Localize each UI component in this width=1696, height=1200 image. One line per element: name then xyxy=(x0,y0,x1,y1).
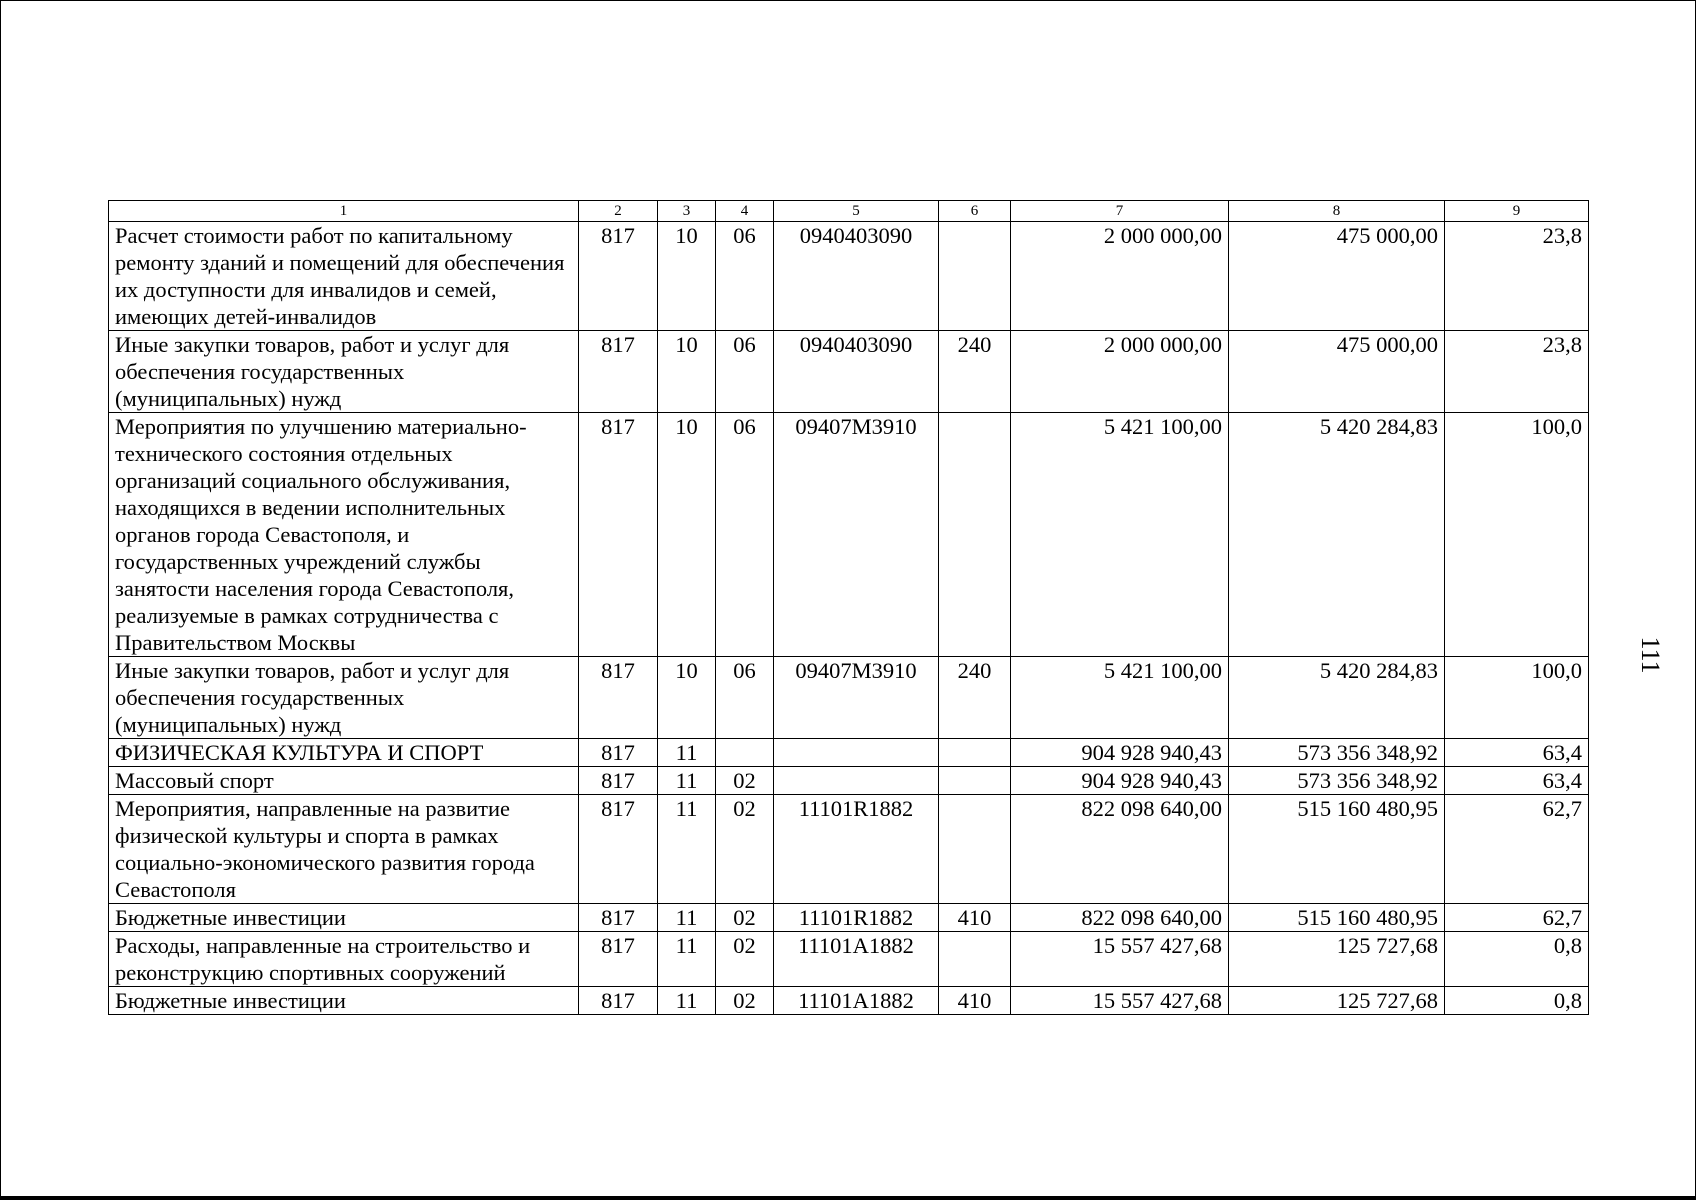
row-plan: 904 928 940,43 xyxy=(1011,739,1229,767)
table-row xyxy=(109,987,1589,1015)
row-rz: 11 xyxy=(658,932,716,987)
row-plan: 15 557 427,68 xyxy=(1011,932,1229,987)
row-pct: 100,0 xyxy=(1445,657,1589,739)
row-pr xyxy=(716,739,774,767)
row-rz: 11 xyxy=(658,767,716,795)
row-ved: 817 xyxy=(579,795,658,904)
row-pr: 02 xyxy=(716,767,774,795)
row-name: Расчет стоимости работ по капитальному ремонту зданий и помещений для обеспечения их доступности для инвалидов и семей, имеющих детей-инвалидов xyxy=(109,222,579,331)
row-pct: 0,8 xyxy=(1445,932,1589,987)
row-fact: 515 160 480,95 xyxy=(1229,795,1445,904)
row-vr: 410 xyxy=(939,987,1011,1015)
row-ved: 817 xyxy=(579,657,658,739)
row-plan: 2 000 000,00 xyxy=(1011,331,1229,413)
table-row xyxy=(109,331,1589,413)
row-name: Мероприятия, направленные на развитие физической культуры и спорта в рамках социально-экономического развития города Севастополя xyxy=(109,795,579,904)
row-pr: 02 xyxy=(716,795,774,904)
row-vr xyxy=(939,932,1011,987)
row-plan: 822 098 640,00 xyxy=(1011,795,1229,904)
row-vr: 240 xyxy=(939,331,1011,413)
row-pct: 23,8 xyxy=(1445,331,1589,413)
row-rz: 11 xyxy=(658,795,716,904)
row-plan: 2 000 000,00 xyxy=(1011,222,1229,331)
row-plan: 904 928 940,43 xyxy=(1011,767,1229,795)
row-pr: 06 xyxy=(716,657,774,739)
header-cell: 9 xyxy=(1445,201,1589,222)
table-row xyxy=(109,739,1589,767)
row-rz: 11 xyxy=(658,904,716,932)
header-cell: 6 xyxy=(939,201,1011,222)
row-name: Расходы, направленные на строительство и реконструкцию спортивных сооружений xyxy=(109,932,579,987)
row-vr xyxy=(939,767,1011,795)
row-ved: 817 xyxy=(579,331,658,413)
row-name: Бюджетные инвестиции xyxy=(109,987,579,1015)
header-cell: 3 xyxy=(658,201,716,222)
row-fact: 515 160 480,95 xyxy=(1229,904,1445,932)
row-name: ФИЗИЧЕСКАЯ КУЛЬТУРА И СПОРТ xyxy=(109,739,579,767)
row-csr: 11101А1882 xyxy=(774,932,939,987)
row-vr xyxy=(939,413,1011,657)
row-csr: 11101А1882 xyxy=(774,987,939,1015)
row-rz: 10 xyxy=(658,657,716,739)
row-ved: 817 xyxy=(579,932,658,987)
row-name: Иные закупки товаров, работ и услуг для обеспечения государственных (муниципальных) нужд xyxy=(109,657,579,739)
row-pct: 62,7 xyxy=(1445,795,1589,904)
row-ved: 817 xyxy=(579,413,658,657)
row-ved: 817 xyxy=(579,222,658,331)
scan-bottom-edge xyxy=(0,1196,1696,1200)
table-row xyxy=(109,657,1589,739)
header-cell: 7 xyxy=(1011,201,1229,222)
row-pct: 63,4 xyxy=(1445,767,1589,795)
row-fact: 5 420 284,83 xyxy=(1229,413,1445,657)
header-row xyxy=(109,201,1589,222)
row-fact: 573 356 348,92 xyxy=(1229,767,1445,795)
header-cell: 4 xyxy=(716,201,774,222)
row-csr: 0940403090 xyxy=(774,222,939,331)
row-plan: 5 421 100,00 xyxy=(1011,657,1229,739)
row-rz: 10 xyxy=(658,222,716,331)
table-row xyxy=(109,932,1589,987)
row-plan: 5 421 100,00 xyxy=(1011,413,1229,657)
row-pr: 06 xyxy=(716,413,774,657)
row-name: Иные закупки товаров, работ и услуг для обеспечения государственных (муниципальных) нужд xyxy=(109,331,579,413)
row-ved: 817 xyxy=(579,739,658,767)
row-pr: 06 xyxy=(716,331,774,413)
header-cell: 2 xyxy=(579,201,658,222)
row-pct: 100,0 xyxy=(1445,413,1589,657)
row-plan: 15 557 427,68 xyxy=(1011,987,1229,1015)
row-pct: 0,8 xyxy=(1445,987,1589,1015)
row-name: Бюджетные инвестиции xyxy=(109,904,579,932)
row-pr: 02 xyxy=(716,904,774,932)
row-fact: 5 420 284,83 xyxy=(1229,657,1445,739)
row-fact: 125 727,68 xyxy=(1229,932,1445,987)
row-rz: 10 xyxy=(658,331,716,413)
header-cell: 5 xyxy=(774,201,939,222)
row-vr xyxy=(939,222,1011,331)
row-csr: 0940403090 xyxy=(774,331,939,413)
header-cell: 1 xyxy=(109,201,579,222)
header-cell: 8 xyxy=(1229,201,1445,222)
row-csr: 11101R1882 xyxy=(774,795,939,904)
budget-table xyxy=(108,200,1589,1015)
row-rz: 10 xyxy=(658,413,716,657)
row-fact: 475 000,00 xyxy=(1229,222,1445,331)
table-row xyxy=(109,904,1589,932)
row-vr: 410 xyxy=(939,904,1011,932)
row-fact: 125 727,68 xyxy=(1229,987,1445,1015)
row-pct: 63,4 xyxy=(1445,739,1589,767)
row-pr: 02 xyxy=(716,987,774,1015)
row-csr: 09407М3910 xyxy=(774,413,939,657)
row-ved: 817 xyxy=(579,904,658,932)
page-number: 111 xyxy=(1636,636,1665,674)
row-plan: 822 098 640,00 xyxy=(1011,904,1229,932)
row-csr: 11101R1882 xyxy=(774,904,939,932)
row-csr xyxy=(774,767,939,795)
row-ved: 817 xyxy=(579,767,658,795)
row-pr: 02 xyxy=(716,932,774,987)
row-rz: 11 xyxy=(658,739,716,767)
row-pct: 23,8 xyxy=(1445,222,1589,331)
row-fact: 475 000,00 xyxy=(1229,331,1445,413)
row-pr: 06 xyxy=(716,222,774,331)
row-csr: 09407М3910 xyxy=(774,657,939,739)
row-vr: 240 xyxy=(939,657,1011,739)
row-vr xyxy=(939,795,1011,904)
row-csr xyxy=(774,739,939,767)
table-row xyxy=(109,795,1589,904)
row-pct: 62,7 xyxy=(1445,904,1589,932)
table-row xyxy=(109,413,1589,657)
row-fact: 573 356 348,92 xyxy=(1229,739,1445,767)
row-vr xyxy=(939,739,1011,767)
row-name: Массовый спорт xyxy=(109,767,579,795)
row-ved: 817 xyxy=(579,987,658,1015)
table-row xyxy=(109,222,1589,331)
row-rz: 11 xyxy=(658,987,716,1015)
row-name: Мероприятия по улучшению материально-технического состояния отдельных организаций социального обслуживания, находящихся в ведении исполнительных органов города Севастополя, и государственных учреждений службы занятости населения города Севастополя, реализуемые в рамках сотрудничества с Правительством Москвы xyxy=(109,413,579,657)
table-row xyxy=(109,767,1589,795)
